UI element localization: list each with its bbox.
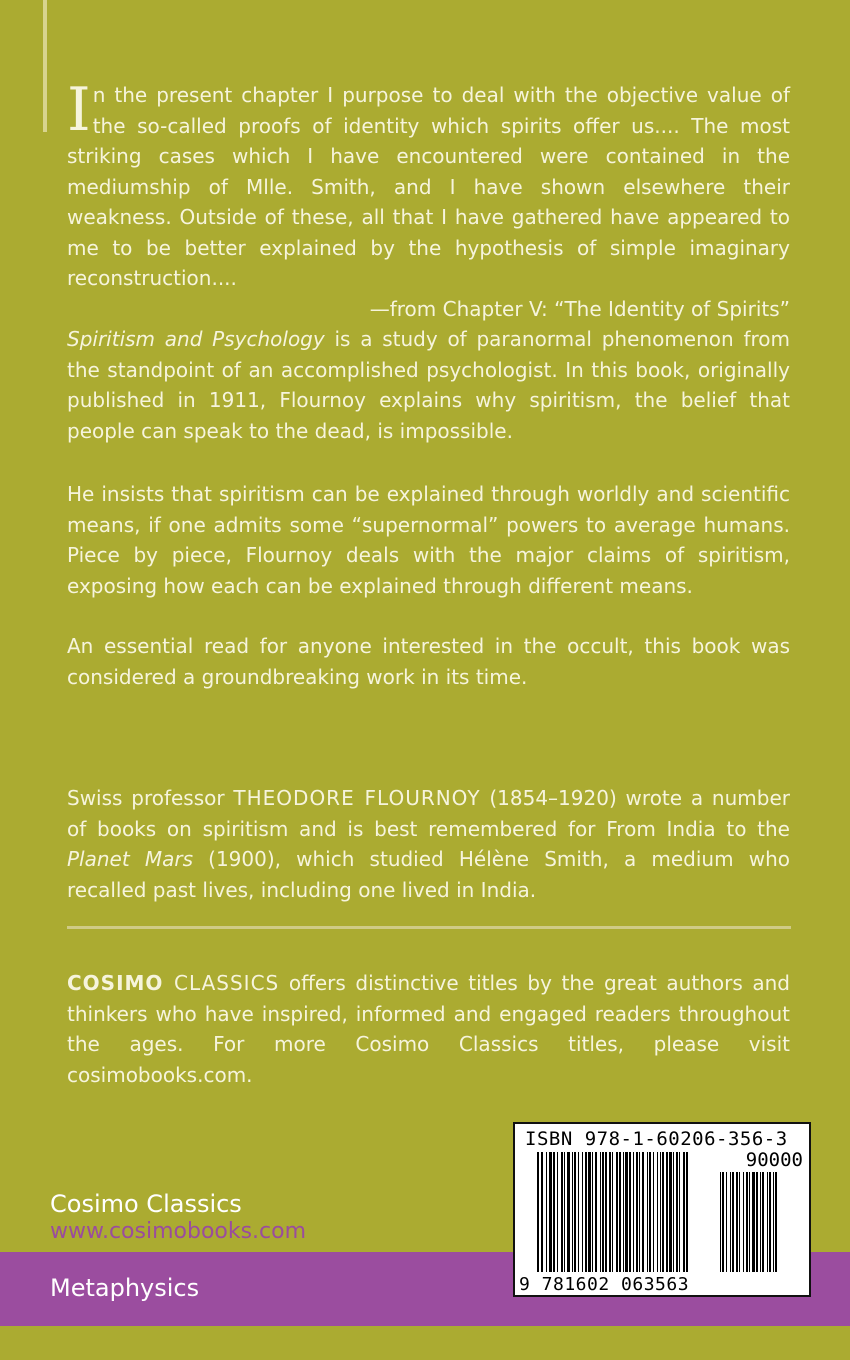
barcode-bar <box>553 1152 555 1272</box>
author-bio <box>67 783 790 905</box>
barcode-bar <box>722 1172 724 1272</box>
barcode-bar <box>600 1152 601 1272</box>
barcode-bar <box>572 1152 573 1272</box>
brand-classics: CLASSICS <box>163 971 280 995</box>
barcode-bar <box>732 1172 734 1272</box>
barcode-bar <box>676 1152 678 1272</box>
barcode-number: 9 781602 063563 <box>519 1274 690 1295</box>
barcode-bar <box>749 1172 750 1272</box>
barcode-bar <box>578 1152 579 1272</box>
drop-cap: I <box>67 75 91 145</box>
barcode-bar <box>588 1152 591 1272</box>
barcode-bar <box>773 1172 774 1272</box>
barcode-bar <box>625 1152 628 1272</box>
barcode-bar <box>649 1152 651 1272</box>
barcode-bar <box>616 1152 618 1272</box>
barcode-bar <box>636 1152 638 1272</box>
barcode-bar <box>769 1172 771 1272</box>
barcode-bar <box>567 1152 570 1272</box>
barcode-bar <box>541 1152 543 1272</box>
barcode-bar <box>736 1172 738 1272</box>
barcode-bar <box>595 1152 597 1272</box>
barcode-bar <box>629 1152 631 1272</box>
barcode-bar <box>739 1172 740 1272</box>
description-paragraph-3: An essential read for anyone interested in the occult, this book was considered a groundbreaking work in its time. <box>67 634 790 689</box>
barcode-bar <box>585 1152 587 1272</box>
barcode-bar <box>752 1172 755 1272</box>
barcode-bar <box>760 1172 761 1272</box>
bio-mid: (1854–1920) wrote a number of books on spiritism and is best remembered for From India to the <box>67 786 790 841</box>
bio-pre: Swiss professor <box>67 786 234 810</box>
barcode-bar <box>666 1152 668 1272</box>
barcode-bar <box>730 1172 731 1272</box>
barcode-bar <box>673 1152 674 1272</box>
bio-post: (1900), which studied Hélène Smith, a medium who recalled past lives, including one lived in India. <box>67 847 790 902</box>
barcode-bar <box>642 1152 644 1272</box>
brand-cosimo: COSIMO <box>67 971 164 995</box>
barcode-bar <box>623 1152 624 1272</box>
barcode-bar <box>679 1152 680 1272</box>
barcode-bar <box>746 1172 748 1272</box>
barcode-bar <box>592 1152 593 1272</box>
barcode-bar <box>612 1152 613 1272</box>
barcode-bar <box>639 1152 640 1272</box>
price-code: 90000 <box>745 1149 803 1171</box>
book-title: Spiritism and Psychology <box>67 327 325 351</box>
description-paragraph-1 <box>67 324 790 446</box>
barcode-bar <box>767 1172 768 1272</box>
barcode-bar <box>602 1152 604 1272</box>
barcode-bar <box>574 1152 576 1272</box>
barcode-bar <box>561 1152 563 1272</box>
description-text-1: is a study of paranormal phenomenon from the standpoint of an accomplished psychologist. In this book, originally published in 1911, Flournoy explains why spiritism, the belief that people can speak to the dead, is impossible. <box>67 327 790 443</box>
barcode-bar <box>756 1172 758 1272</box>
publisher-blurb <box>67 968 790 1090</box>
quote-text: n the present chapter I purpose to deal with the objective value of the so-called proofs of identity which spirits offer us.... The most striking cases which I have encountered were contained in the mediumship of Mlle. Smith, and I have shown elsewhere their weakness. Outside of these, all that I have gathered have appeared to me to be better explained by the hypothesis of simple imaginary reconstruction.... <box>67 83 790 290</box>
barcode-bar <box>557 1152 558 1272</box>
divider-rule <box>67 926 791 929</box>
barcode-bar <box>657 1152 658 1272</box>
top-decorative-bar <box>43 0 47 132</box>
barcode-bar <box>743 1172 744 1272</box>
barcode-bar <box>662 1152 664 1272</box>
barcode-bar <box>686 1152 688 1272</box>
publisher-name: Cosimo Classics <box>50 1190 242 1218</box>
barcode-bar <box>720 1172 721 1272</box>
barcode-bar <box>669 1152 672 1272</box>
barcode-bar <box>546 1152 547 1272</box>
barcode-bar <box>633 1152 634 1272</box>
barcode-addon-bars <box>720 1172 802 1272</box>
barcode-bars <box>537 1152 717 1272</box>
barcode-bar <box>726 1172 727 1272</box>
category-label: Metaphysics <box>50 1274 200 1302</box>
isbn-label: ISBN 978-1-60206-356-3 <box>525 1128 788 1150</box>
opening-quote <box>67 75 790 324</box>
barcode-bar <box>647 1152 648 1272</box>
barcode-bar <box>549 1152 552 1272</box>
barcode-bar <box>660 1152 661 1272</box>
barcode-bar <box>582 1152 583 1272</box>
barcode-bar <box>609 1152 611 1272</box>
bio-italic-title: Planet Mars <box>67 847 193 871</box>
barcode-bar <box>619 1152 621 1272</box>
barcode-bar <box>775 1172 777 1272</box>
quote-attribution: —from Chapter V: “The Identity of Spirits” <box>369 296 790 321</box>
blurb-text: offers distinctive titles by the great authors and thinkers who have inspired, informed and engaged readers throughout the ages. For more Cosimo Classics titles, please visit cosimobooks.com. <box>67 971 790 1087</box>
description-paragraph-2: He insists that spiritism can be explained through worldly and scientific means, if one admits some “supernormal” powers to average humans. Piece by piece, Flournoy deals with the major claims of spiritism, exposing how each can be explained through different means. <box>67 482 790 598</box>
barcode-bar <box>537 1152 539 1272</box>
barcode-bar <box>683 1152 685 1272</box>
author-name: THEODORE FLOURNOY <box>233 786 481 810</box>
barcode-bar <box>564 1152 565 1272</box>
barcode-bar <box>605 1152 607 1272</box>
barcode-bar <box>653 1152 654 1272</box>
barcode-bar <box>762 1172 764 1272</box>
publisher-url: www.cosimobooks.com <box>50 1219 307 1244</box>
barcode <box>513 1122 811 1297</box>
